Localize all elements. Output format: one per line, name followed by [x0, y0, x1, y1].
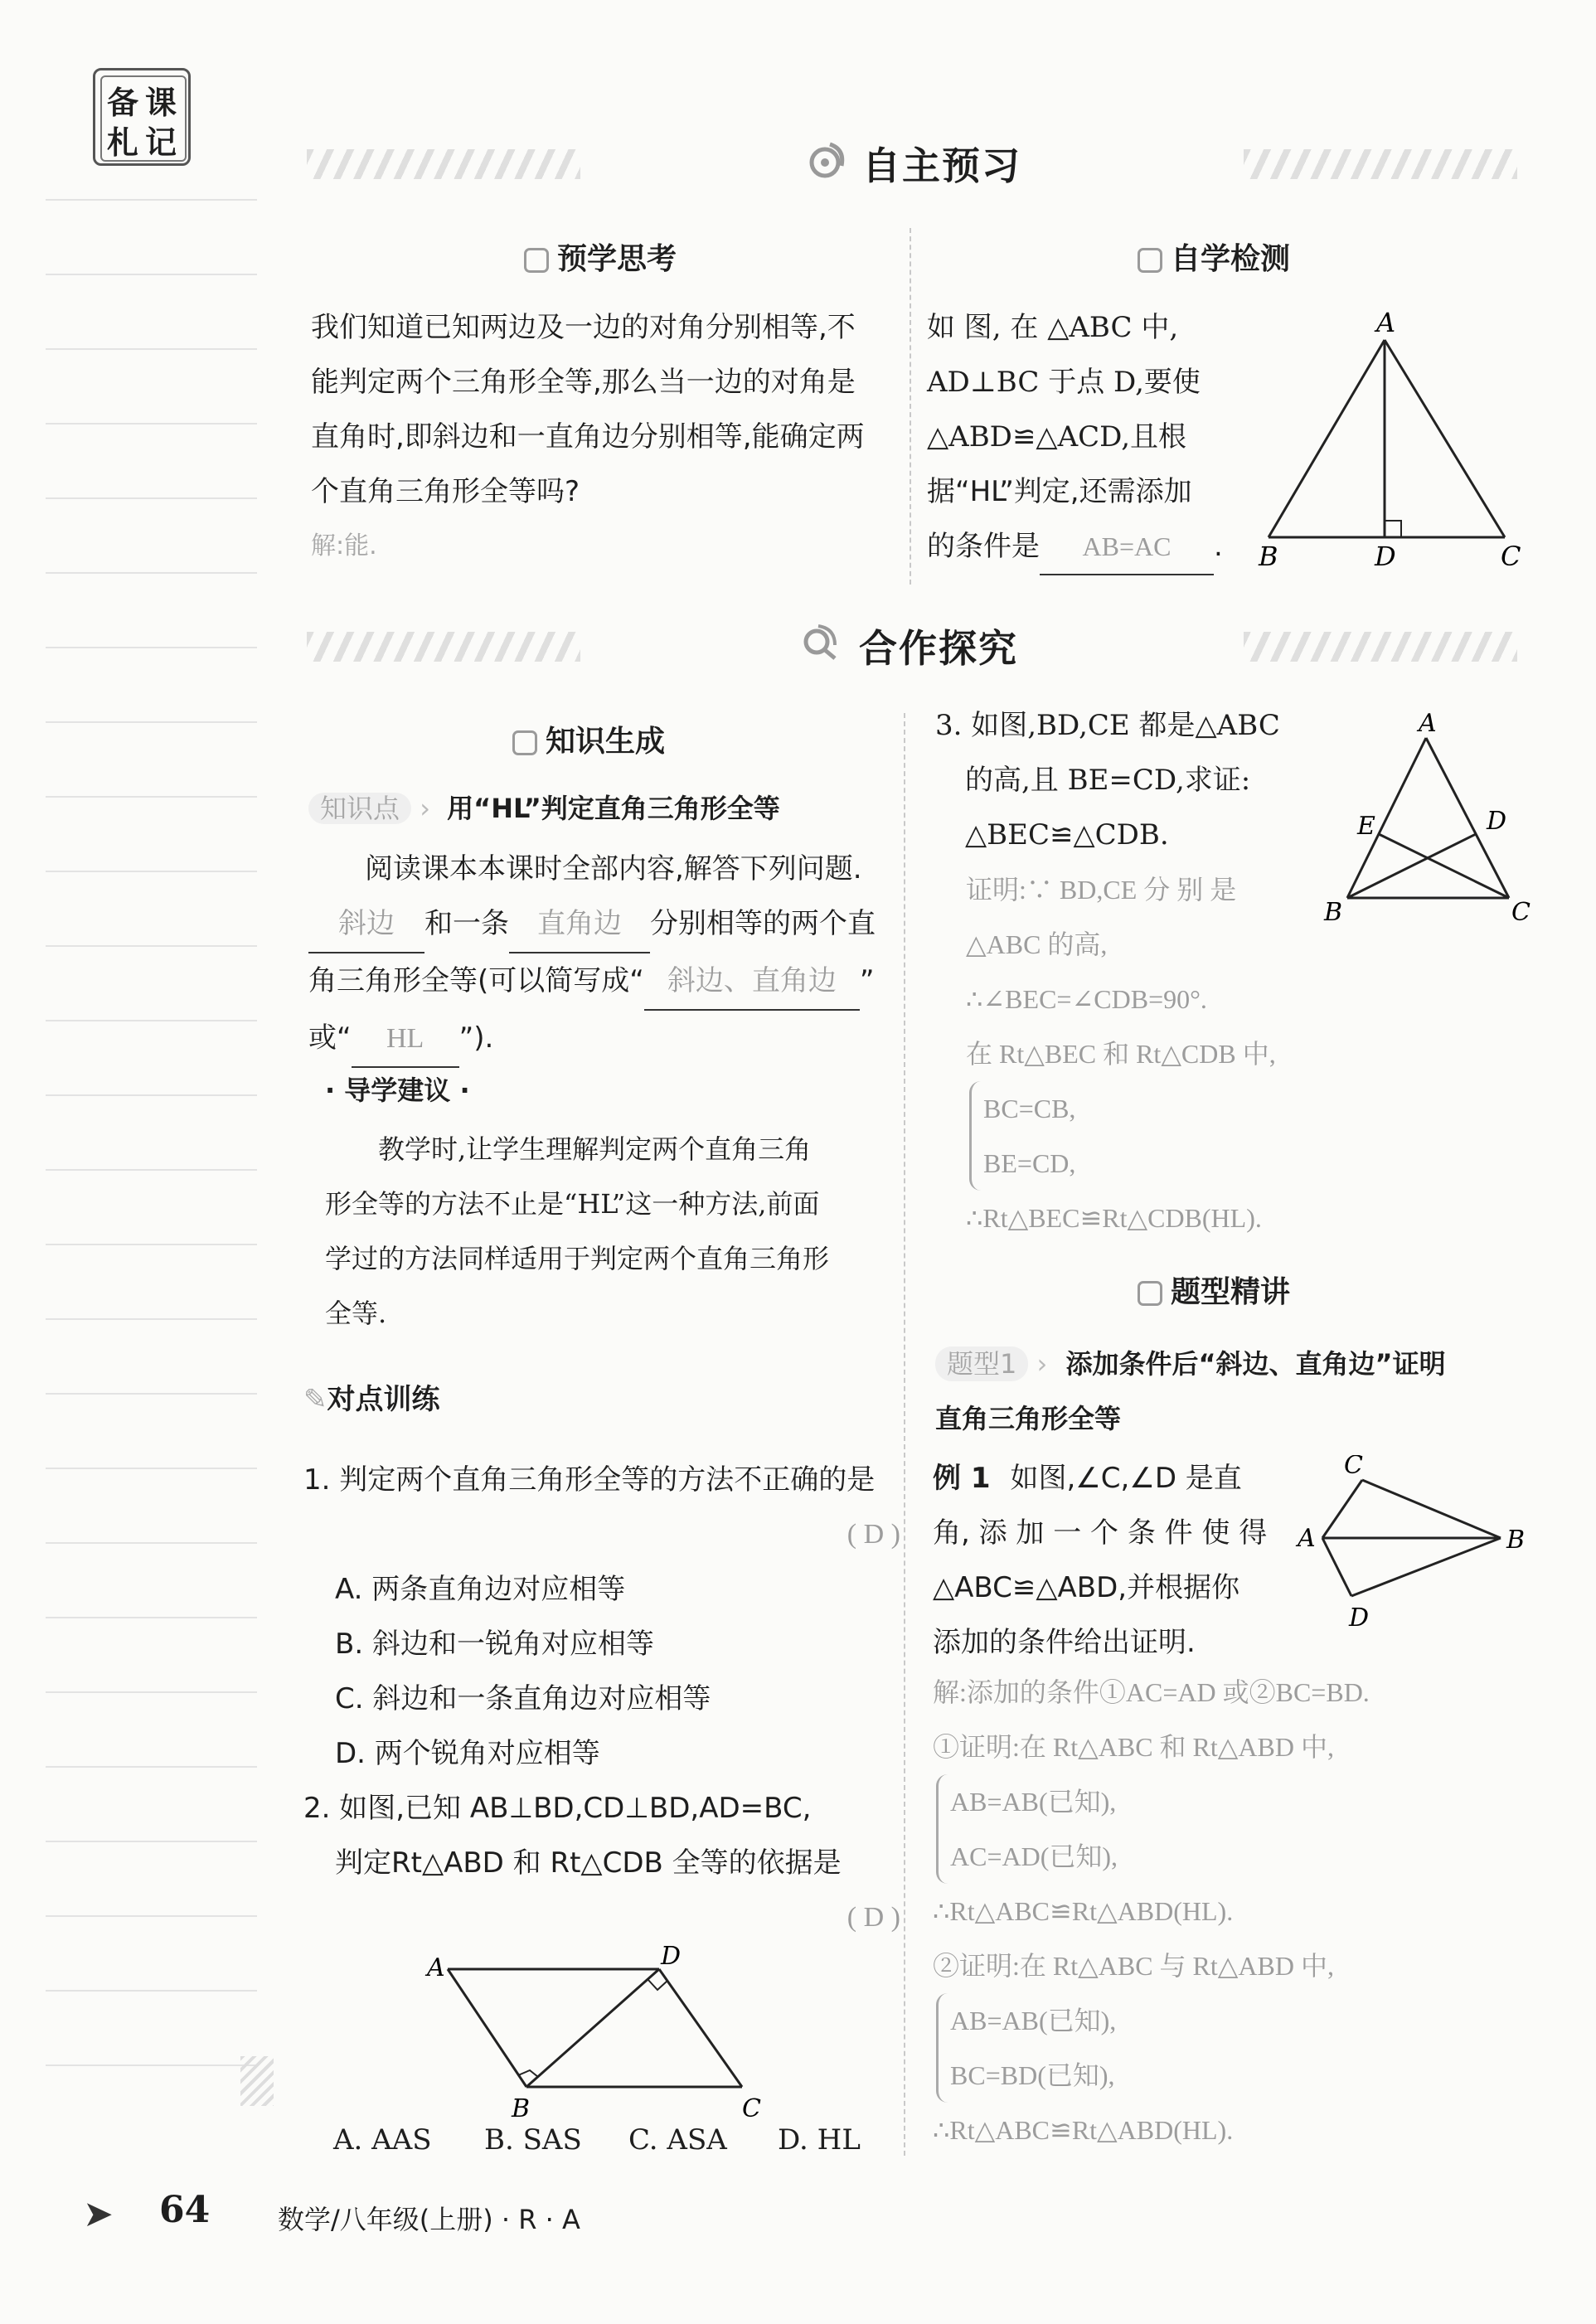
question-2: 判定Rt△ABD 和 Rt△CDB 全等的依据是: [335, 1846, 842, 1880]
text-line: 添加的条件给出证明.: [933, 1626, 1196, 1659]
book-info: 数学/八年级(上册) · R · A: [278, 2204, 580, 2235]
option: C. ASA: [628, 2123, 727, 2157]
page-number: 64: [159, 2189, 211, 2231]
vertex-label: B: [1506, 1526, 1526, 1555]
book-icon: [512, 730, 537, 755]
section-title-cooperative: 合作探究: [859, 626, 1018, 671]
figure-kite-abcd: [1289, 1455, 1538, 1637]
question-3: [935, 698, 1333, 862]
solution-line: 解:添加的条件①AC=AD 或②BC=BD.: [933, 1677, 1370, 1707]
corner-decoration: [240, 2056, 274, 2106]
text-line: 例 1 如图,∠C,∠D 是直: [933, 1462, 1242, 1495]
vertex-label: B: [1259, 541, 1278, 572]
seal-char: 札: [107, 124, 139, 161]
vertex-label: C: [742, 2094, 761, 2118]
vertex-label: C: [1501, 541, 1521, 572]
option: B. 斜边和一锐角对应相等: [335, 1628, 654, 1661]
knowledge-body: [308, 842, 897, 1068]
text-line: 全等.: [325, 1298, 387, 1329]
knowledge-point-title: 用“HL”判定直角三角形全等: [447, 793, 780, 824]
question-3-proof: [966, 862, 1331, 1245]
solution-line: ∴Rt△ABC≌Rt△ABD(HL).: [933, 2115, 1234, 2145]
text-line: AD⊥BC 于点 D,要使: [927, 366, 1201, 399]
column-divider: [910, 228, 911, 585]
proof-line: 在 Rt△BEC 和 Rt△CDB 中,: [966, 1039, 1276, 1069]
vertex-label: C: [1511, 898, 1531, 927]
solution-brace-group: [936, 1993, 1546, 2103]
solution-line: AB=AB(已知),: [950, 2006, 1117, 2035]
header-stripe-left: [307, 632, 580, 662]
seal-char: 课: [145, 84, 177, 121]
preview-question: [311, 300, 904, 574]
vertex-label: D: [1349, 1604, 1370, 1633]
section-icon: [808, 141, 847, 179]
text-line: △BEC≌△CDB.: [965, 818, 1169, 851]
magnifier-icon: [800, 623, 838, 662]
solution-brace-group: [936, 1774, 1546, 1884]
guide-title: · 导学建议 ·: [325, 1075, 470, 1106]
column-divider: [904, 713, 905, 2156]
check-icon: [1138, 248, 1162, 273]
solution-line: BC=BD(已知),: [950, 2060, 1115, 2090]
fill-line: 或“ HL ”).: [308, 1011, 897, 1068]
solution-line: AC=AD(已知),: [950, 1841, 1118, 1871]
vertex-label: A: [1376, 307, 1396, 338]
solution-line: AB=AB(已知),: [950, 1787, 1117, 1817]
footer-arrow-icon: ➤: [83, 2193, 114, 2235]
vertex-label: C: [1344, 1455, 1363, 1480]
preview-answer: 解:能.: [311, 531, 377, 560]
figure-triangle-heights: [1322, 711, 1546, 931]
text-line: △ABC≌△ABD,并根据你: [933, 1571, 1240, 1604]
guide-body: [325, 1122, 889, 1341]
subsection-title-examples: 题型精讲: [1138, 1269, 1290, 1311]
text-line: 形全等的方法不止是“HL”这一种方法,前面: [325, 1188, 820, 1220]
vertex-label: E: [1357, 812, 1375, 841]
seal-char: 记: [145, 124, 177, 161]
question-2-answer: ( D ): [847, 1902, 900, 1933]
example-1: [933, 1451, 1298, 1670]
header-stripe-right: [1244, 149, 1517, 179]
text-line: 个直角三角形全等吗?: [311, 475, 580, 508]
section-title-preview: 自主预习: [862, 143, 1021, 188]
seal-char: 备: [107, 84, 139, 121]
notes-seal: [93, 68, 191, 166]
vertex-label: D: [1375, 541, 1396, 572]
header-stripe-left: [307, 149, 580, 179]
example-label: 例 1: [933, 1462, 991, 1495]
text-line: 3. 如图,BD,CE 都是△ABC: [935, 709, 1280, 742]
option: B. SAS: [484, 2123, 582, 2157]
option: C. 斜边和一条直角边对应相等: [335, 1682, 711, 1715]
question-type-title: 添加条件后“斜边、直角边”证明: [1065, 1348, 1446, 1380]
solution-line: ∴Rt△ABC≌Rt△ABD(HL).: [933, 1896, 1234, 1926]
proof-line: ∴∠BEC=∠CDB=90°.: [966, 984, 1207, 1014]
pencil-icon: ✎: [303, 1383, 327, 1416]
question-1-answer: ( D ): [847, 1519, 900, 1550]
fill-line: 角三角形全等(可以简写成“ 斜边、直角边 ”: [308, 953, 897, 1011]
text-line: 教学时,让学生理解判定两个直角三角: [378, 1133, 812, 1165]
subsection-title-knowledge: 知识生成: [512, 718, 665, 760]
vertex-label: A: [1419, 711, 1437, 738]
text-line: 的高,且 BE=CD,求证:: [965, 764, 1251, 797]
answer-blank: AB=AC: [1040, 519, 1214, 575]
option: A. AAS: [333, 2123, 432, 2157]
text-line: 能判定两个三角形全等,那么当一边的对角是: [311, 366, 856, 399]
solution-line: ②证明:在 Rt△ABC 与 Rt△ABD 中,: [933, 1951, 1334, 1981]
vertex-label: A: [427, 1953, 445, 1982]
training-title: ✎对点训练: [303, 1383, 440, 1416]
vertex-label: B: [1324, 898, 1343, 927]
answer-blank: 直角边: [509, 897, 650, 953]
proof-line: △ABC 的高,: [966, 929, 1108, 959]
answer-blank: 斜边: [308, 897, 424, 953]
knowledge-point-row: 知识点 › 用“HL”判定直角三角形全等: [308, 788, 780, 829]
header-stripe-right: [1244, 632, 1517, 662]
text-line: 我们知道已知两边及一边的对角分别相等,不: [311, 311, 856, 344]
self-check-question: [927, 300, 1259, 575]
proof-line: BC=CB,: [983, 1094, 1076, 1123]
intro-line: 阅读课本本课时全部内容,解答下列问题.: [365, 852, 862, 885]
text-line: 据“HL”判定,还需添加: [927, 475, 1192, 508]
proof-line: ∴Rt△BEC≌Rt△CDB(HL).: [966, 1203, 1262, 1233]
answer-blank: 斜边、直角边: [644, 954, 860, 1011]
subsection-title-preview-thinking: 预学思考: [524, 235, 677, 278]
proof-line: 证明:∵ BD,CE 分 别 是: [966, 875, 1237, 905]
text-line: 学过的方法同样适用于判定两个直角三角形: [325, 1243, 830, 1274]
proof-line: BE=CD,: [983, 1148, 1076, 1178]
note-icon: [524, 248, 549, 273]
text-line: 的条件是 AB=AC .: [927, 519, 1259, 575]
proof-brace-group: [969, 1081, 1331, 1191]
solution-line: ①证明:在 Rt△ABC 和 Rt△ABD 中,: [933, 1732, 1334, 1762]
vertex-label: A: [1298, 1524, 1316, 1553]
vertex-label: B: [512, 2094, 531, 2118]
text-line: 直角时,即斜边和一直角边分别相等,能确定两: [311, 420, 865, 454]
figure-triangle-abc: [1252, 307, 1534, 572]
fill-line: 斜边 和一条 直角边 分别相等的两个直: [308, 896, 897, 953]
question-2-options: [333, 2113, 914, 2167]
option: D. HL: [778, 2123, 861, 2157]
text-line: 角, 添 加 一 个 条 件 使 得: [933, 1516, 1268, 1550]
figure-parallelogram-abcd: [419, 1944, 783, 2118]
question-1: 1. 判定两个直角三角形全等的方法不正确的是: [303, 1463, 876, 1497]
vertex-label: D: [1487, 807, 1507, 836]
answer-blank: HL: [352, 1012, 459, 1068]
question-type-row: 题型1 › 添加条件后“斜边、直角边”证明 直角三角形全等: [935, 1337, 1532, 1446]
text-line: 如 图, 在 △ABC 中,: [927, 311, 1179, 344]
question-type-label: 题型1: [935, 1346, 1028, 1381]
example-1-solution: [933, 1665, 1546, 2157]
question-2: 2. 如图,已知 AB⊥BD,CD⊥BD,AD=BC,: [303, 1792, 812, 1825]
vertex-label: D: [661, 1944, 682, 1971]
option: D. 两个锐角对应相等: [335, 1737, 600, 1770]
list-icon: [1138, 1281, 1162, 1306]
option: A. 两条直角边对应相等: [335, 1573, 626, 1606]
subsection-title-self-check: 自学检测: [1138, 235, 1290, 278]
knowledge-point-label: 知识点: [308, 793, 411, 824]
question-type-title: 直角三角形全等: [935, 1403, 1122, 1434]
text-line: △ABD≌△ACD,且根: [927, 420, 1187, 454]
training-questions: [303, 1453, 900, 1945]
